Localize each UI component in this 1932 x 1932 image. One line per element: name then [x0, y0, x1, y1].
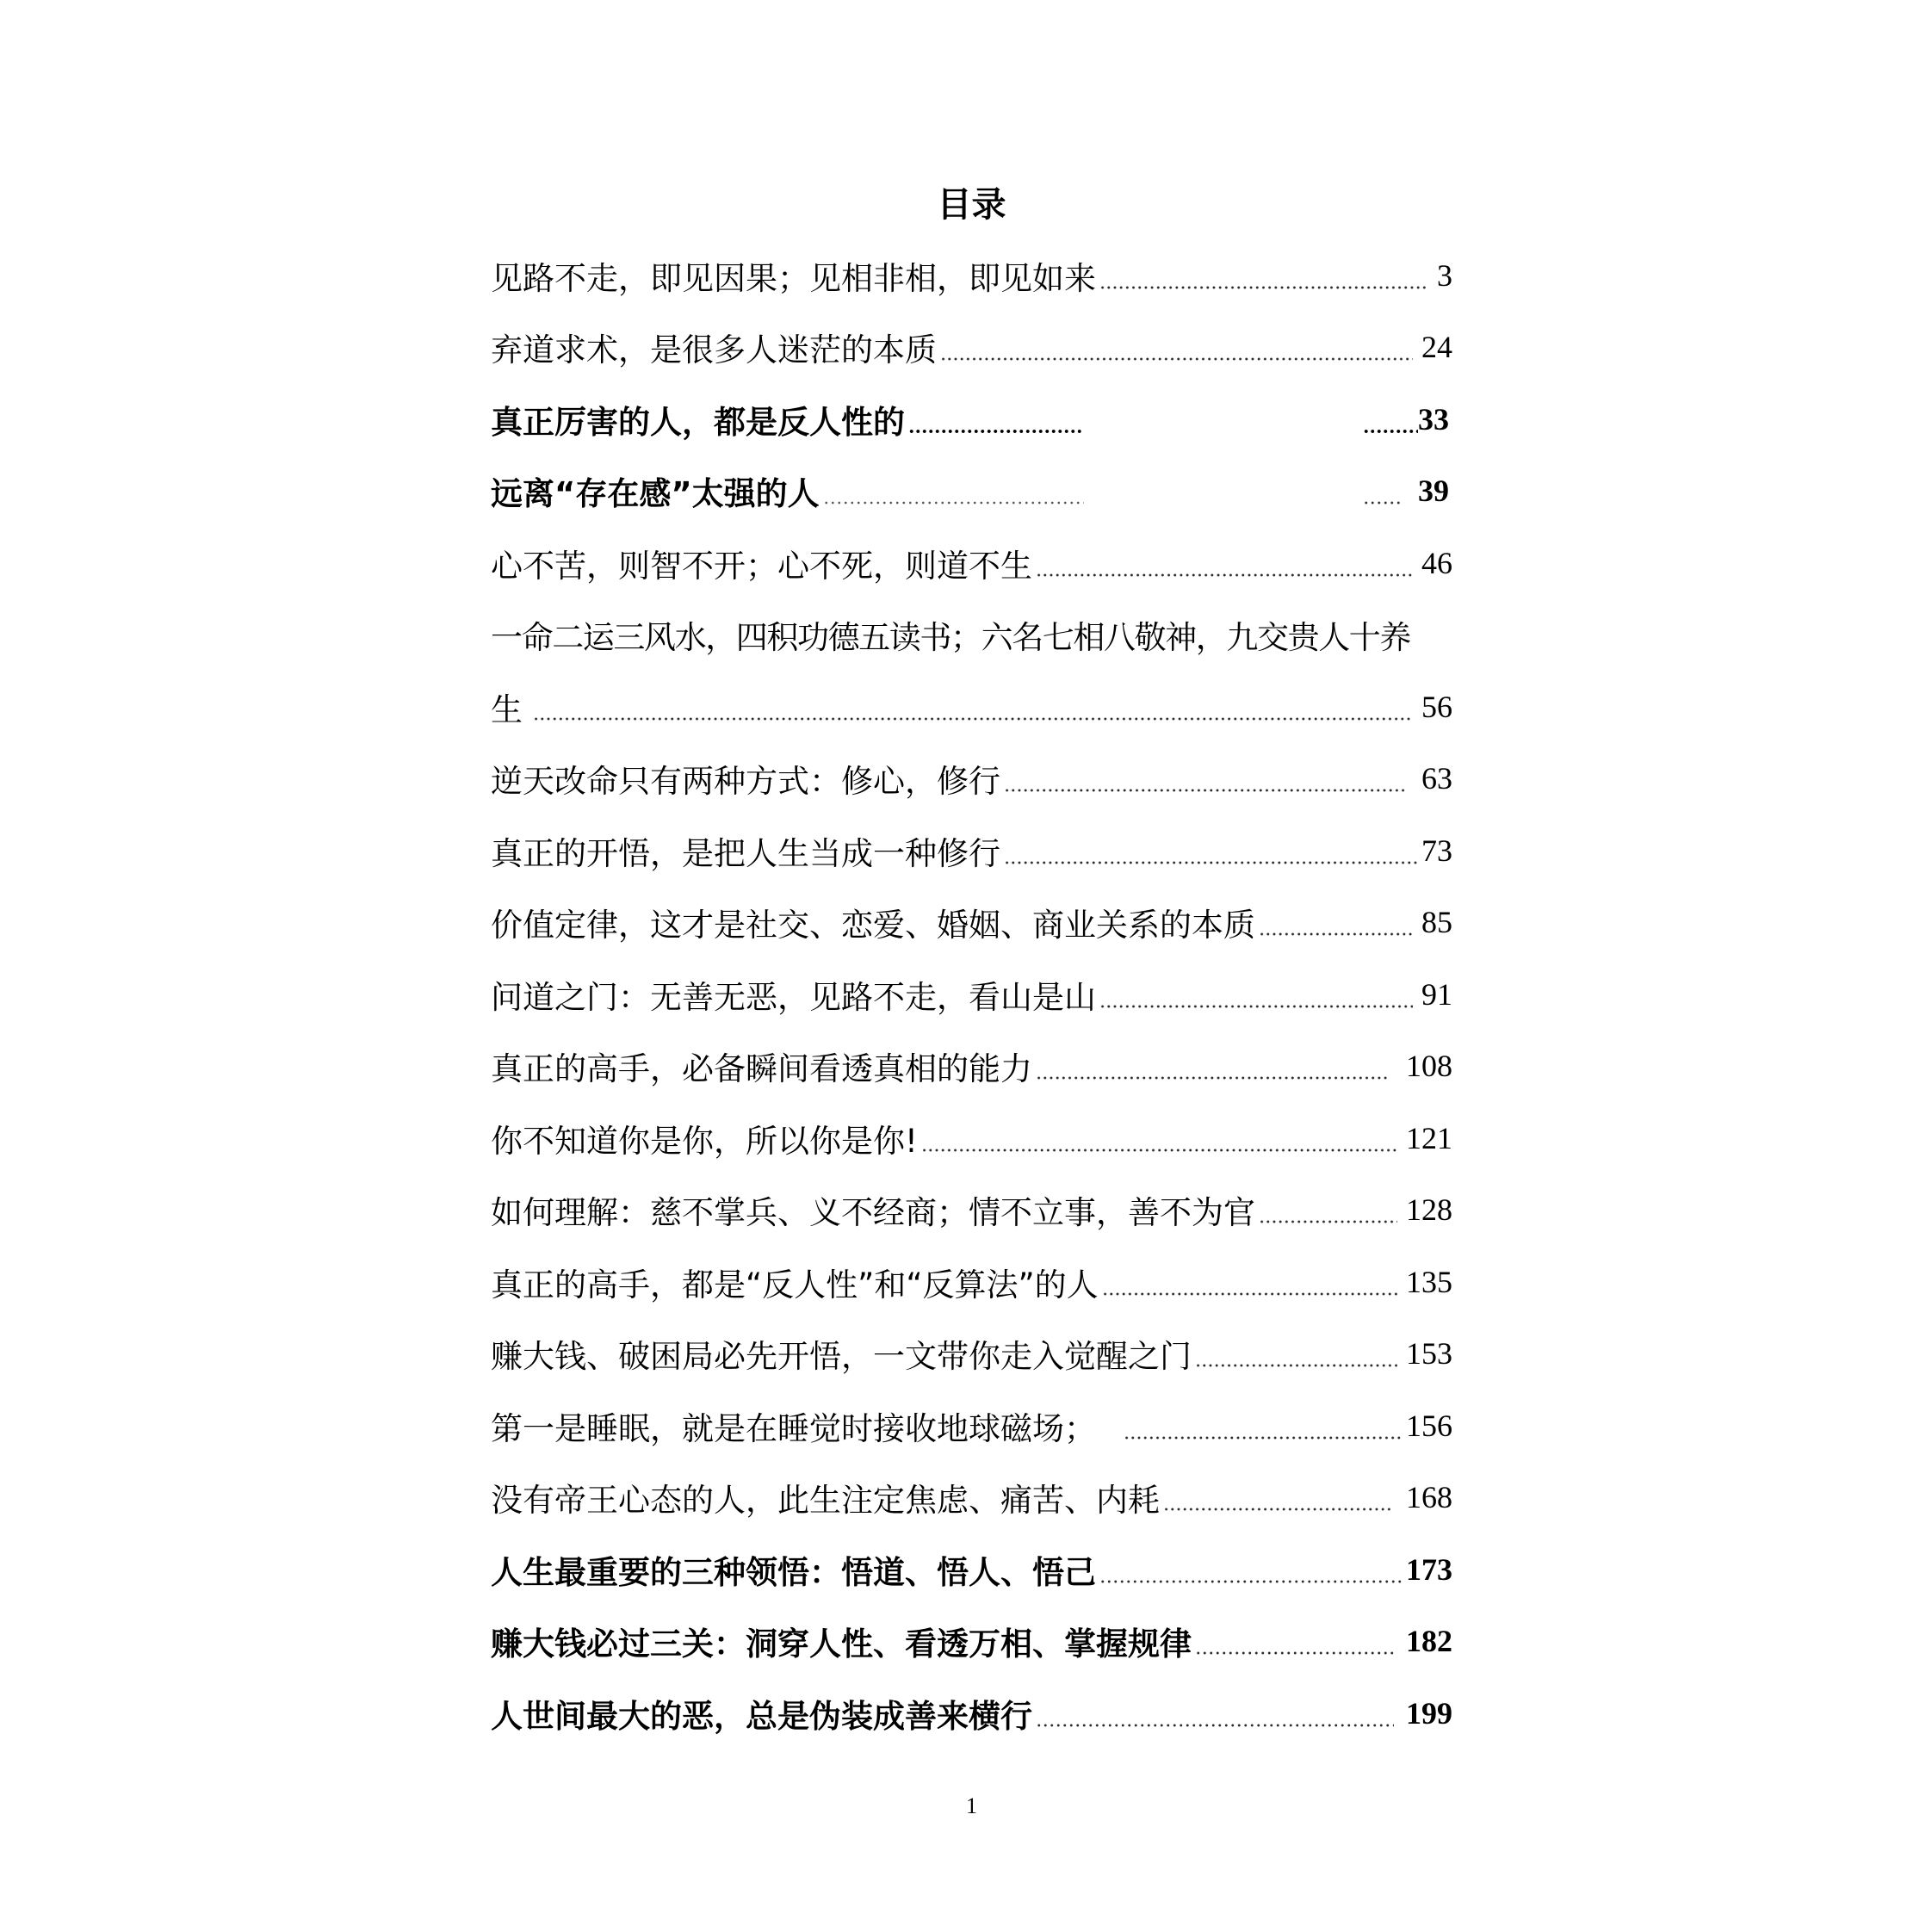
toc-entry[interactable]	[491, 743, 1452, 815]
toc-entry-page: 199	[1406, 1695, 1452, 1731]
dot-leader	[1195, 1318, 1397, 1390]
toc-entry-page: 73	[1421, 833, 1452, 868]
toc-entry-title: 第一是睡眠，就是在睡觉时接收地球磁场；	[491, 1409, 1096, 1447]
dot-leader	[1036, 1031, 1389, 1103]
toc-entry-title: 问道之门：无善无恶，见路不走，看山是山	[491, 978, 1096, 1016]
page-number: 1	[966, 1793, 977, 1818]
dot-leader	[1099, 1533, 1403, 1606]
toc-entry-title: 真正的高手，必备瞬间看透真相的能力	[491, 1050, 1032, 1088]
toc-entry-right	[1363, 455, 1449, 528]
toc-entry-title: 价值定律，这才是社交、恋爱、婚姻、商业关系的本质	[491, 907, 1255, 944]
toc-entry[interactable]	[491, 1606, 1452, 1678]
dot-leader	[1099, 239, 1428, 312]
toc-entry-page: 63	[1421, 761, 1452, 796]
toc-entry-title: 赚大钱、破困局必先开悟，一文带你走入觉醒之门	[491, 1338, 1192, 1376]
dot-leader	[940, 312, 1413, 384]
dot-leader	[1363, 455, 1403, 528]
dot-leader	[1099, 958, 1413, 1031]
toc-entry[interactable]	[491, 958, 1452, 1031]
dot-leader	[533, 671, 1413, 743]
toc-entry-page: 108	[1406, 1049, 1452, 1084]
dot-leader	[1195, 1606, 1394, 1678]
toc-entry-title: 没有帝王心态的人，此生注定焦虑、痛苦、内耗	[491, 1482, 1160, 1520]
toc-entry-page: 85	[1421, 905, 1452, 940]
toc-entry-title: 逆天改命只有两种方式：修心，修行	[491, 763, 1000, 801]
dot-leader	[1124, 1390, 1403, 1462]
toc-entry[interactable]	[491, 1246, 1452, 1318]
toc-entry-page: 24	[1421, 330, 1452, 365]
dot-leader	[823, 455, 1084, 528]
toc-entry-page: 121	[1406, 1120, 1452, 1155]
toc-entry-title: 真正的高手，都是“反人性”和“反算法”的人	[491, 1266, 1099, 1303]
toc-entry-title-line: 生	[491, 690, 523, 728]
toc-entry-title: 心不苦，则智不开；心不死，则道不生	[491, 547, 1032, 585]
toc-entry[interactable]	[491, 1102, 1452, 1174]
toc-entry-page: 135	[1406, 1264, 1452, 1299]
dot-leader	[1259, 887, 1413, 959]
toc-entry-page: 39	[1418, 474, 1449, 509]
toc-entry-page: 46	[1421, 545, 1452, 580]
toc-entry[interactable]	[491, 1390, 1452, 1462]
toc-entry-page: 33	[1418, 401, 1449, 437]
toc-entry-continued[interactable]	[491, 671, 1452, 743]
toc-entry-title: 你不知道你是你，所以你是你!	[491, 1122, 918, 1160]
dot-leader	[908, 383, 1084, 455]
toc-entry-right	[1363, 383, 1449, 455]
toc-entry-title: 真正的开悟，是把人生当成一种修行	[491, 834, 1000, 872]
toc-entry-page: 56	[1421, 689, 1452, 724]
toc-entry[interactable]	[491, 527, 1452, 599]
toc-entry-title: 见路不走，即见因果；见相非相，即见如来	[491, 259, 1096, 297]
dot-leader	[1036, 1677, 1394, 1749]
toc-entry[interactable]	[491, 814, 1452, 887]
toc-entry-title: 远离“存在感”太强的人	[491, 475, 820, 513]
table-of-contents	[491, 239, 1452, 1749]
toc-entry[interactable]	[491, 1031, 1452, 1103]
toc-entry-page: 173	[1406, 1551, 1452, 1587]
toc-heading: 目录	[937, 185, 1006, 225]
toc-entry-page: 182	[1406, 1624, 1452, 1659]
dot-leader	[1036, 527, 1413, 599]
toc-entry[interactable]	[491, 599, 1452, 672]
toc-entry[interactable]	[491, 239, 1452, 312]
dot-leader	[1004, 743, 1406, 815]
toc-entry[interactable]	[491, 312, 1452, 384]
toc-entry-title: 真正厉害的人，都是反人性的	[491, 403, 905, 441]
toc-entry-page: 156	[1406, 1408, 1452, 1443]
toc-entry-left	[491, 383, 1084, 455]
dot-leader	[1163, 1462, 1392, 1534]
dot-leader	[1004, 814, 1418, 887]
dot-leader	[1102, 1246, 1397, 1318]
toc-entry-title: 人生最重要的三种领悟：悟道、悟人、悟己	[491, 1553, 1096, 1591]
dot-leader	[1259, 1174, 1397, 1247]
toc-entry[interactable]	[491, 1533, 1452, 1606]
toc-entry[interactable]	[491, 1318, 1452, 1390]
toc-entry-title: 人世间最大的恶，总是伪装成善来横行	[491, 1697, 1032, 1735]
toc-entry-title-line: 一命二运三风水，四积功德五读书；六名七相八敬神，九交贵人十养	[491, 619, 1410, 657]
toc-entry-page: 153	[1406, 1336, 1452, 1372]
toc-entry[interactable]	[491, 1462, 1452, 1534]
toc-entry-title: 弃道求术，是很多人迷茫的本质	[491, 331, 937, 369]
toc-entry[interactable]	[491, 1677, 1452, 1749]
toc-entry-title: 如何理解：慈不掌兵、义不经商；情不立事，善不为官	[491, 1194, 1255, 1232]
toc-entry-page: 91	[1421, 976, 1452, 1012]
dot-leader	[1363, 383, 1418, 455]
toc-entry-page: 3	[1437, 257, 1452, 293]
toc-entry[interactable]	[491, 383, 1452, 455]
toc-entry-title: 赚大钱必过三关：洞穿人性、看透万相、掌握规律	[491, 1625, 1192, 1663]
dot-leader	[921, 1102, 1397, 1174]
toc-entry[interactable]	[491, 455, 1452, 528]
toc-entry[interactable]	[491, 887, 1452, 959]
toc-entry-left	[491, 455, 1084, 528]
toc-entry-page: 128	[1406, 1192, 1452, 1228]
toc-entry-page: 168	[1406, 1480, 1452, 1515]
toc-entry[interactable]	[491, 1174, 1452, 1247]
